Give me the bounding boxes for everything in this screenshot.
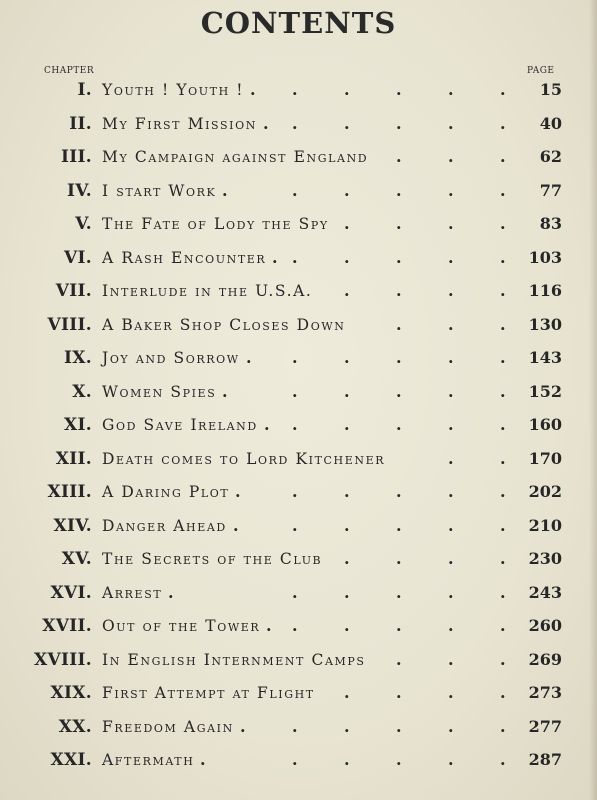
- leader-dot: .: [448, 147, 454, 166]
- chapter-title: Aftermath: [102, 751, 195, 769]
- leader-dot: .: [448, 616, 454, 635]
- chapter-number: XIV.: [53, 515, 92, 536]
- leader-dot: .: [396, 314, 402, 334]
- page-number: 103: [528, 247, 562, 267]
- page-number: 116: [528, 281, 562, 300]
- leader-dot: .: [396, 616, 402, 635]
- leader-dot: .: [396, 582, 402, 602]
- toc-entry: [0, 147, 597, 175]
- chapter-title: Out of the Tower: [102, 617, 261, 635]
- leader-dot: .: [344, 683, 350, 702]
- page-number: 230: [528, 549, 562, 568]
- chapter-number: XVIII.: [34, 649, 92, 670]
- toc-entry: [0, 616, 597, 644]
- chapter-number: XX.: [58, 716, 92, 737]
- leader-dot: .: [396, 180, 402, 200]
- chapter-number: XVII.: [42, 616, 92, 636]
- leader-dot: .: [396, 147, 402, 166]
- chapter-number: XXI.: [50, 750, 92, 770]
- leader-dot: .: [292, 482, 298, 501]
- leader-dot: .: [448, 348, 454, 367]
- leader-dot: .: [292, 381, 298, 401]
- page-number: 15: [539, 80, 562, 99]
- leader-dot: .: [344, 616, 350, 635]
- leader-dot: .: [448, 582, 454, 602]
- leader-dot: .: [500, 582, 506, 602]
- chapter-number: XII.: [55, 448, 92, 469]
- page-number: 243: [528, 582, 562, 602]
- leader-dot: .: [448, 683, 454, 702]
- leader-dot: .: [448, 716, 454, 736]
- leader-dot: .: [448, 549, 454, 568]
- leader-dot: .: [292, 247, 298, 267]
- toc-entry: [0, 683, 597, 711]
- leader-dot: .: [448, 214, 454, 233]
- leader-dot: .: [448, 281, 454, 300]
- leader-dot: .: [246, 348, 252, 367]
- chapter-number: II.: [69, 113, 92, 134]
- page-number: 160: [528, 415, 562, 434]
- chapter-title: Women Spies: [102, 382, 217, 401]
- chapter-number: IV.: [67, 180, 92, 201]
- leader-dot: .: [448, 113, 454, 133]
- leader-dot: .: [500, 549, 506, 568]
- leader-dot: .: [235, 482, 241, 501]
- leader-dot: .: [344, 582, 350, 602]
- toc-entry: [0, 516, 597, 544]
- leader-dot: .: [396, 80, 402, 99]
- chapter-title: In English Internment Camps: [102, 650, 366, 669]
- leader-dot: .: [344, 716, 350, 736]
- page-number: 83: [539, 214, 562, 233]
- chapter-title: I start Work: [102, 181, 217, 200]
- leader-dot: .: [292, 750, 298, 769]
- toc-entry: [0, 549, 597, 577]
- leader-dot: .: [396, 649, 402, 669]
- leader-dot: .: [240, 716, 246, 736]
- chapter-number: III.: [61, 147, 92, 167]
- chapter-title: My Campaign against England: [102, 148, 369, 166]
- leader-dot: .: [500, 482, 506, 501]
- leader-dot: .: [266, 616, 272, 635]
- leader-dot: .: [500, 683, 506, 702]
- leader-dot: .: [222, 180, 228, 200]
- leader-dot: .: [222, 381, 228, 401]
- page-number: 170: [528, 448, 562, 468]
- leader-dot: .: [500, 750, 506, 769]
- leader-dot: .: [396, 214, 402, 233]
- page-column-header: PAGE: [527, 66, 555, 76]
- leader-dot: .: [344, 482, 350, 501]
- toc-entry: [0, 181, 597, 209]
- leader-dot: .: [396, 348, 402, 367]
- toc-entry: [0, 214, 597, 242]
- page-number: 130: [528, 314, 562, 334]
- leader-dot: .: [344, 281, 350, 300]
- toc-entry: [0, 650, 597, 678]
- toc-entry: [0, 482, 597, 510]
- chapter-title: The Secrets of the Club: [102, 550, 323, 568]
- leader-dot: .: [448, 247, 454, 267]
- leader-dot: .: [500, 649, 506, 669]
- toc-entry: [0, 382, 597, 410]
- page-number: 273: [528, 683, 562, 702]
- chapter-title: Arrest: [102, 583, 163, 602]
- page-number: 269: [528, 649, 562, 669]
- toc-entry: [0, 248, 597, 276]
- leader-dot: .: [396, 515, 402, 535]
- leader-dot: .: [292, 515, 298, 535]
- chapter-number: VII.: [55, 281, 92, 301]
- page-number: 143: [528, 348, 562, 367]
- leader-dot: .: [500, 381, 506, 401]
- leader-dot: .: [396, 549, 402, 568]
- leader-dot: .: [396, 381, 402, 401]
- page-number: 40: [539, 113, 562, 133]
- toc-entry: [0, 315, 597, 343]
- toc-entry: [0, 281, 597, 309]
- page-number: 210: [528, 515, 562, 535]
- leader-dot: .: [448, 314, 454, 334]
- leader-dot: .: [396, 716, 402, 736]
- leader-dot: .: [448, 180, 454, 200]
- leader-dot: .: [292, 113, 298, 133]
- leader-dot: .: [292, 616, 298, 635]
- chapter-title: My First Mission: [102, 114, 257, 133]
- toc-entry: [0, 80, 597, 108]
- leader-dot: .: [500, 281, 506, 300]
- leader-dot: .: [396, 415, 402, 434]
- page-number: 202: [528, 482, 562, 501]
- leader-dot: .: [500, 515, 506, 535]
- leader-dot: .: [500, 448, 506, 468]
- leader-dot: .: [396, 750, 402, 769]
- leader-dot: .: [292, 716, 298, 736]
- chapter-title: God Save Ireland: [102, 416, 258, 434]
- chapter-title: Joy and Sorrow: [102, 349, 240, 367]
- page-number: 260: [528, 616, 562, 635]
- chapter-number: IX.: [64, 348, 92, 368]
- page-number: 62: [539, 147, 562, 166]
- leader-dot: .: [396, 281, 402, 300]
- leader-dot: .: [396, 113, 402, 133]
- chapter-number: VI.: [64, 247, 92, 268]
- leader-dot: .: [500, 147, 506, 166]
- chapter-number: XV.: [61, 549, 92, 569]
- toc-entry: [0, 348, 597, 376]
- leader-dot: .: [344, 247, 350, 267]
- leader-dot: .: [344, 515, 350, 535]
- chapter-number: XIX.: [50, 683, 92, 703]
- leader-dot: .: [344, 180, 350, 200]
- leader-dot: .: [344, 415, 350, 434]
- leader-dot: .: [396, 247, 402, 267]
- toc-entry: [0, 750, 597, 778]
- leader-dot: .: [344, 348, 350, 367]
- leader-dot: .: [396, 683, 402, 702]
- toc-entry: [0, 415, 597, 443]
- chapter-title: The Fate of Lody the Spy: [102, 215, 329, 233]
- chapter-title: Interlude in the U.S.A.: [102, 282, 313, 300]
- leader-dot: .: [396, 482, 402, 501]
- toc-entry: [0, 449, 597, 477]
- leader-dot: .: [500, 616, 506, 635]
- leader-dot: .: [500, 247, 506, 267]
- leader-dot: .: [272, 247, 278, 267]
- chapter-column-header: CHAPTER: [44, 66, 95, 76]
- chapter-number: I.: [77, 80, 92, 100]
- leader-dot: .: [448, 482, 454, 501]
- chapter-number: VIII.: [47, 314, 92, 335]
- leader-dot: .: [500, 214, 506, 233]
- chapter-title: Danger Ahead: [102, 516, 227, 535]
- leader-dot: .: [292, 415, 298, 434]
- page-number: 287: [528, 750, 562, 769]
- page-number: 277: [528, 716, 562, 736]
- leader-dot: .: [500, 716, 506, 736]
- chapter-title: Freedom Again: [102, 717, 234, 736]
- leader-dot: .: [168, 582, 174, 602]
- leader-dot: .: [500, 415, 506, 434]
- leader-dot: .: [448, 649, 454, 669]
- leader-dot: .: [448, 448, 454, 468]
- leader-dot: .: [344, 80, 350, 99]
- chapter-number: XI.: [64, 415, 92, 435]
- chapter-title: A Daring Plot: [102, 483, 230, 501]
- leader-dot: .: [292, 80, 298, 99]
- page-number: 152: [528, 381, 562, 401]
- leader-dot: .: [448, 515, 454, 535]
- leader-dot: .: [448, 415, 454, 434]
- chapter-title: First Attempt at Flight: [102, 684, 315, 702]
- chapter-number: V.: [75, 214, 92, 234]
- leader-dot: .: [500, 113, 506, 133]
- leader-dot: .: [292, 180, 298, 200]
- leader-dot: .: [500, 80, 506, 99]
- chapter-title: A Rash Encounter: [102, 248, 267, 267]
- leader-dot: .: [344, 549, 350, 568]
- leader-dot: .: [292, 582, 298, 602]
- chapter-title: Youth ! Youth !: [102, 81, 245, 99]
- toc-entry: [0, 583, 597, 611]
- chapter-title: A Baker Shop Closes Down: [102, 315, 346, 334]
- leader-dot: .: [263, 113, 269, 133]
- leader-dot: .: [344, 750, 350, 769]
- leader-dot: .: [500, 314, 506, 334]
- leader-dot: .: [344, 381, 350, 401]
- leader-dot: .: [200, 750, 206, 769]
- leader-dot: .: [448, 381, 454, 401]
- leader-dot: .: [264, 415, 270, 434]
- page-title: CONTENTS: [200, 6, 397, 40]
- toc-entry: [0, 717, 597, 745]
- leader-dot: .: [233, 515, 239, 535]
- leader-dot: .: [344, 214, 350, 233]
- leader-dot: .: [292, 348, 298, 367]
- leader-dot: .: [448, 80, 454, 99]
- chapter-number: X.: [72, 381, 92, 402]
- chapter-number: XVI.: [50, 582, 92, 603]
- chapter-title: Death comes to Lord Kitchener: [102, 449, 386, 468]
- page-number: 77: [539, 180, 562, 200]
- leader-dot: .: [250, 80, 256, 99]
- chapter-number: XIII.: [47, 482, 92, 502]
- leader-dot: .: [500, 180, 506, 200]
- toc-entry: [0, 114, 597, 142]
- leader-dot: .: [448, 750, 454, 769]
- leader-dot: .: [344, 113, 350, 133]
- leader-dot: .: [500, 348, 506, 367]
